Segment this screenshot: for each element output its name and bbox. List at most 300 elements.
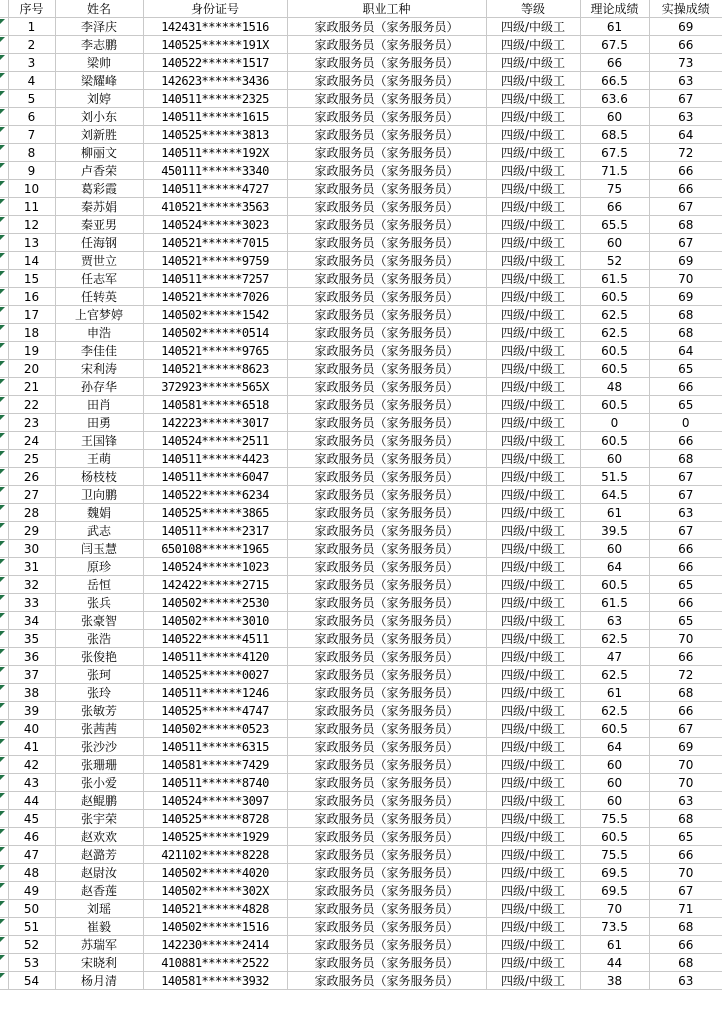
cell-seq[interactable]: 19: [8, 342, 55, 360]
indicator-cell[interactable]: [0, 720, 8, 738]
cell-name[interactable]: 葛彩霞: [55, 180, 143, 198]
cell-level[interactable]: 四级/中级工: [486, 18, 580, 36]
cell-id-number[interactable]: 140521******8623: [143, 360, 287, 378]
cell-level[interactable]: 四级/中级工: [486, 702, 580, 720]
cell-id-number[interactable]: 140511******1615: [143, 108, 287, 126]
cell-seq[interactable]: 44: [8, 792, 55, 810]
indicator-cell[interactable]: [0, 684, 8, 702]
cell-name[interactable]: 任海钢: [55, 234, 143, 252]
cell-name[interactable]: 张俊艳: [55, 648, 143, 666]
cell-seq[interactable]: 43: [8, 774, 55, 792]
cell-occupation[interactable]: 家政服务员（家务服务员）: [287, 972, 486, 990]
cell-level[interactable]: 四级/中级工: [486, 288, 580, 306]
cell-practical-score[interactable]: 69: [649, 252, 722, 270]
cell-theory-score[interactable]: 75.5: [580, 846, 649, 864]
cell-theory-score[interactable]: 60.5: [580, 720, 649, 738]
cell-occupation[interactable]: 家政服务员（家务服务员）: [287, 594, 486, 612]
cell-practical-score[interactable]: 65: [649, 828, 722, 846]
indicator-cell[interactable]: [0, 630, 8, 648]
cell-theory-score[interactable]: 60.5: [580, 828, 649, 846]
indicator-cell[interactable]: [0, 162, 8, 180]
cell-practical-score[interactable]: 63: [649, 108, 722, 126]
cell-seq[interactable]: 26: [8, 468, 55, 486]
cell-theory-score[interactable]: 66.5: [580, 72, 649, 90]
cell-id-number[interactable]: 140521******7026: [143, 288, 287, 306]
cell-theory-score[interactable]: 61: [580, 504, 649, 522]
cell-name[interactable]: 梁帅: [55, 54, 143, 72]
cell-seq[interactable]: 24: [8, 432, 55, 450]
cell-practical-score[interactable]: 66: [649, 936, 722, 954]
cell-occupation[interactable]: 家政服务员（家务服务员）: [287, 522, 486, 540]
cell-name[interactable]: 张珊珊: [55, 756, 143, 774]
cell-level[interactable]: 四级/中级工: [486, 666, 580, 684]
cell-seq[interactable]: 40: [8, 720, 55, 738]
cell-occupation[interactable]: 家政服务员（家务服务员）: [287, 828, 486, 846]
cell-practical-score[interactable]: 67: [649, 234, 722, 252]
cell-seq[interactable]: 16: [8, 288, 55, 306]
cell-seq[interactable]: 4: [8, 72, 55, 90]
cell-occupation[interactable]: 家政服务员（家务服务员）: [287, 450, 486, 468]
cell-occupation[interactable]: 家政服务员（家务服务员）: [287, 756, 486, 774]
cell-level[interactable]: 四级/中级工: [486, 72, 580, 90]
cell-name[interactable]: 秦亚男: [55, 216, 143, 234]
cell-level[interactable]: 四级/中级工: [486, 936, 580, 954]
cell-occupation[interactable]: 家政服务员（家务服务员）: [287, 792, 486, 810]
cell-seq[interactable]: 32: [8, 576, 55, 594]
cell-occupation[interactable]: 家政服务员（家务服务员）: [287, 234, 486, 252]
cell-practical-score[interactable]: 70: [649, 774, 722, 792]
cell-name[interactable]: 杨月清: [55, 972, 143, 990]
indicator-cell[interactable]: [0, 180, 8, 198]
cell-occupation[interactable]: 家政服务员（家务服务员）: [287, 918, 486, 936]
cell-id-number[interactable]: 142422******2715: [143, 576, 287, 594]
cell-occupation[interactable]: 家政服务员（家务服务员）: [287, 198, 486, 216]
cell-practical-score[interactable]: 66: [649, 162, 722, 180]
cell-name[interactable]: 任转英: [55, 288, 143, 306]
cell-id-number[interactable]: 410881******2522: [143, 954, 287, 972]
cell-seq[interactable]: 21: [8, 378, 55, 396]
cell-occupation[interactable]: 家政服务员（家务服务员）: [287, 936, 486, 954]
cell-level[interactable]: 四级/中级工: [486, 648, 580, 666]
indicator-cell[interactable]: [0, 90, 8, 108]
cell-practical-score[interactable]: 68: [649, 684, 722, 702]
cell-occupation[interactable]: 家政服务员（家务服务员）: [287, 18, 486, 36]
cell-id-number[interactable]: 140511******4727: [143, 180, 287, 198]
cell-practical-score[interactable]: 68: [649, 306, 722, 324]
cell-theory-score[interactable]: 66: [580, 54, 649, 72]
cell-occupation[interactable]: 家政服务员（家务服务员）: [287, 954, 486, 972]
header-theory-score[interactable]: 理论成绩: [580, 0, 649, 18]
cell-theory-score[interactable]: 64: [580, 738, 649, 756]
cell-theory-score[interactable]: 63.6: [580, 90, 649, 108]
cell-theory-score[interactable]: 0: [580, 414, 649, 432]
cell-name[interactable]: 李泽庆: [55, 18, 143, 36]
cell-practical-score[interactable]: 69: [649, 18, 722, 36]
cell-level[interactable]: 四级/中级工: [486, 594, 580, 612]
cell-theory-score[interactable]: 61.5: [580, 594, 649, 612]
cell-seq[interactable]: 7: [8, 126, 55, 144]
cell-level[interactable]: 四级/中级工: [486, 360, 580, 378]
cell-occupation[interactable]: 家政服务员（家务服务员）: [287, 432, 486, 450]
cell-id-number[interactable]: 140524******2511: [143, 432, 287, 450]
cell-occupation[interactable]: 家政服务员（家务服务员）: [287, 684, 486, 702]
indicator-cell[interactable]: [0, 738, 8, 756]
cell-seq[interactable]: 51: [8, 918, 55, 936]
cell-occupation[interactable]: 家政服务员（家务服务员）: [287, 774, 486, 792]
cell-theory-score[interactable]: 63: [580, 612, 649, 630]
cell-id-number[interactable]: 142623******3436: [143, 72, 287, 90]
cell-seq[interactable]: 22: [8, 396, 55, 414]
cell-level[interactable]: 四级/中级工: [486, 234, 580, 252]
cell-occupation[interactable]: 家政服务员（家务服务员）: [287, 648, 486, 666]
cell-practical-score[interactable]: 67: [649, 486, 722, 504]
indicator-cell[interactable]: [0, 792, 8, 810]
cell-level[interactable]: 四级/中级工: [486, 792, 580, 810]
cell-theory-score[interactable]: 64.5: [580, 486, 649, 504]
cell-id-number[interactable]: 142223******3017: [143, 414, 287, 432]
cell-name[interactable]: 刘婷: [55, 90, 143, 108]
cell-level[interactable]: 四级/中级工: [486, 216, 580, 234]
cell-occupation[interactable]: 家政服务员（家务服务员）: [287, 162, 486, 180]
cell-level[interactable]: 四级/中级工: [486, 162, 580, 180]
cell-practical-score[interactable]: 67: [649, 198, 722, 216]
cell-theory-score[interactable]: 60.5: [580, 576, 649, 594]
header-seq[interactable]: 序号: [8, 0, 55, 18]
cell-name[interactable]: 张兵: [55, 594, 143, 612]
cell-id-number[interactable]: 140521******7015: [143, 234, 287, 252]
cell-practical-score[interactable]: 67: [649, 468, 722, 486]
indicator-cell[interactable]: [0, 486, 8, 504]
cell-level[interactable]: 四级/中级工: [486, 378, 580, 396]
cell-occupation[interactable]: 家政服务员（家务服务员）: [287, 396, 486, 414]
cell-seq[interactable]: 3: [8, 54, 55, 72]
indicator-cell[interactable]: [0, 126, 8, 144]
cell-level[interactable]: 四级/中级工: [486, 306, 580, 324]
cell-theory-score[interactable]: 60: [580, 450, 649, 468]
cell-name[interactable]: 张豪智: [55, 612, 143, 630]
cell-name[interactable]: 张茜茜: [55, 720, 143, 738]
header-practical-score[interactable]: 实操成绩: [649, 0, 722, 18]
cell-theory-score[interactable]: 62.5: [580, 630, 649, 648]
indicator-cell[interactable]: [0, 594, 8, 612]
cell-level[interactable]: 四级/中级工: [486, 810, 580, 828]
cell-occupation[interactable]: 家政服务员（家务服务员）: [287, 54, 486, 72]
cell-id-number[interactable]: 140502******302X: [143, 882, 287, 900]
cell-occupation[interactable]: 家政服务员（家务服务员）: [287, 126, 486, 144]
cell-theory-score[interactable]: 66: [580, 198, 649, 216]
cell-occupation[interactable]: 家政服务员（家务服务员）: [287, 864, 486, 882]
cell-practical-score[interactable]: 63: [649, 504, 722, 522]
cell-theory-score[interactable]: 60: [580, 792, 649, 810]
cell-id-number[interactable]: 140581******6518: [143, 396, 287, 414]
cell-practical-score[interactable]: 66: [649, 540, 722, 558]
header-id-number[interactable]: 身份证号: [143, 0, 287, 18]
cell-level[interactable]: 四级/中级工: [486, 432, 580, 450]
indicator-cell[interactable]: [0, 342, 8, 360]
cell-seq[interactable]: 15: [8, 270, 55, 288]
cell-occupation[interactable]: 家政服务员（家务服务员）: [287, 288, 486, 306]
cell-level[interactable]: 四级/中级工: [486, 882, 580, 900]
cell-id-number[interactable]: 140511******2325: [143, 90, 287, 108]
cell-seq[interactable]: 37: [8, 666, 55, 684]
cell-practical-score[interactable]: 66: [649, 594, 722, 612]
cell-id-number[interactable]: 140524******3097: [143, 792, 287, 810]
cell-name[interactable]: 申浩: [55, 324, 143, 342]
cell-level[interactable]: 四级/中级工: [486, 954, 580, 972]
cell-id-number[interactable]: 140522******1517: [143, 54, 287, 72]
cell-practical-score[interactable]: 70: [649, 864, 722, 882]
cell-occupation[interactable]: 家政服务员（家务服务员）: [287, 108, 486, 126]
cell-occupation[interactable]: 家政服务员（家务服务员）: [287, 72, 486, 90]
cell-theory-score[interactable]: 60: [580, 108, 649, 126]
cell-level[interactable]: 四级/中级工: [486, 252, 580, 270]
cell-seq[interactable]: 27: [8, 486, 55, 504]
cell-seq[interactable]: 36: [8, 648, 55, 666]
cell-practical-score[interactable]: 67: [649, 882, 722, 900]
cell-name[interactable]: 刘瑶: [55, 900, 143, 918]
cell-seq[interactable]: 9: [8, 162, 55, 180]
cell-practical-score[interactable]: 66: [649, 648, 722, 666]
cell-id-number[interactable]: 140511******1246: [143, 684, 287, 702]
cell-name[interactable]: 梁耀峰: [55, 72, 143, 90]
indicator-cell[interactable]: [0, 324, 8, 342]
cell-occupation[interactable]: 家政服务员（家务服务员）: [287, 342, 486, 360]
cell-id-number[interactable]: 140511******6315: [143, 738, 287, 756]
cell-practical-score[interactable]: 63: [649, 792, 722, 810]
cell-practical-score[interactable]: 68: [649, 954, 722, 972]
cell-practical-score[interactable]: 67: [649, 720, 722, 738]
cell-occupation[interactable]: 家政服务员（家务服务员）: [287, 504, 486, 522]
cell-practical-score[interactable]: 66: [649, 432, 722, 450]
cell-seq[interactable]: 23: [8, 414, 55, 432]
cell-occupation[interactable]: 家政服务员（家务服务员）: [287, 360, 486, 378]
cell-theory-score[interactable]: 44: [580, 954, 649, 972]
cell-name[interactable]: 武志: [55, 522, 143, 540]
cell-practical-score[interactable]: 66: [649, 180, 722, 198]
cell-id-number[interactable]: 140502******3010: [143, 612, 287, 630]
cell-seq[interactable]: 31: [8, 558, 55, 576]
cell-level[interactable]: 四级/中级工: [486, 36, 580, 54]
cell-occupation[interactable]: 家政服务员（家务服务员）: [287, 540, 486, 558]
cell-name[interactable]: 张浩: [55, 630, 143, 648]
cell-name[interactable]: 贾世立: [55, 252, 143, 270]
cell-id-number[interactable]: 140511******4423: [143, 450, 287, 468]
cell-theory-score[interactable]: 60: [580, 774, 649, 792]
cell-name[interactable]: 闫玉慧: [55, 540, 143, 558]
indicator-cell[interactable]: [0, 648, 8, 666]
cell-level[interactable]: 四级/中级工: [486, 90, 580, 108]
cell-occupation[interactable]: 家政服务员（家务服务员）: [287, 90, 486, 108]
indicator-cell[interactable]: [0, 828, 8, 846]
cell-level[interactable]: 四级/中级工: [486, 198, 580, 216]
cell-practical-score[interactable]: 67: [649, 90, 722, 108]
indicator-cell[interactable]: [0, 666, 8, 684]
cell-theory-score[interactable]: 60.5: [580, 396, 649, 414]
cell-id-number[interactable]: 450111******3340: [143, 162, 287, 180]
cell-practical-score[interactable]: 65: [649, 576, 722, 594]
cell-occupation[interactable]: 家政服务员（家务服务员）: [287, 900, 486, 918]
header-indicator-cell[interactable]: [0, 0, 8, 18]
indicator-cell[interactable]: [0, 18, 8, 36]
cell-level[interactable]: 四级/中级工: [486, 720, 580, 738]
cell-name[interactable]: 柳丽文: [55, 144, 143, 162]
cell-name[interactable]: 上官梦婷: [55, 306, 143, 324]
cell-id-number[interactable]: 410521******3563: [143, 198, 287, 216]
cell-id-number[interactable]: 421102******8228: [143, 846, 287, 864]
cell-practical-score[interactable]: 66: [649, 558, 722, 576]
indicator-cell[interactable]: [0, 288, 8, 306]
cell-theory-score[interactable]: 60: [580, 540, 649, 558]
cell-theory-score[interactable]: 69.5: [580, 882, 649, 900]
cell-id-number[interactable]: 140511******7257: [143, 270, 287, 288]
cell-seq[interactable]: 12: [8, 216, 55, 234]
cell-seq[interactable]: 13: [8, 234, 55, 252]
cell-seq[interactable]: 34: [8, 612, 55, 630]
cell-seq[interactable]: 42: [8, 756, 55, 774]
cell-id-number[interactable]: 140524******3023: [143, 216, 287, 234]
cell-seq[interactable]: 35: [8, 630, 55, 648]
indicator-cell[interactable]: [0, 144, 8, 162]
cell-id-number[interactable]: 140525******1929: [143, 828, 287, 846]
cell-seq[interactable]: 8: [8, 144, 55, 162]
cell-level[interactable]: 四级/中级工: [486, 684, 580, 702]
cell-practical-score[interactable]: 70: [649, 630, 722, 648]
cell-practical-score[interactable]: 65: [649, 360, 722, 378]
cell-id-number[interactable]: 142431******1516: [143, 18, 287, 36]
cell-theory-score[interactable]: 51.5: [580, 468, 649, 486]
cell-practical-score[interactable]: 63: [649, 72, 722, 90]
indicator-cell[interactable]: [0, 450, 8, 468]
cell-name[interactable]: 张敏芳: [55, 702, 143, 720]
cell-name[interactable]: 赵欢欢: [55, 828, 143, 846]
cell-occupation[interactable]: 家政服务员（家务服务员）: [287, 846, 486, 864]
cell-id-number[interactable]: 140525******0027: [143, 666, 287, 684]
cell-theory-score[interactable]: 70: [580, 900, 649, 918]
indicator-cell[interactable]: [0, 846, 8, 864]
indicator-cell[interactable]: [0, 900, 8, 918]
cell-theory-score[interactable]: 62.5: [580, 306, 649, 324]
cell-name[interactable]: 张珂: [55, 666, 143, 684]
cell-id-number[interactable]: 140511******2317: [143, 522, 287, 540]
indicator-cell[interactable]: [0, 252, 8, 270]
cell-id-number[interactable]: 140502******4020: [143, 864, 287, 882]
cell-occupation[interactable]: 家政服务员（家务服务员）: [287, 216, 486, 234]
cell-practical-score[interactable]: 66: [649, 378, 722, 396]
cell-theory-score[interactable]: 67.5: [580, 144, 649, 162]
cell-level[interactable]: 四级/中级工: [486, 54, 580, 72]
cell-practical-score[interactable]: 68: [649, 324, 722, 342]
cell-occupation[interactable]: 家政服务员（家务服务员）: [287, 576, 486, 594]
cell-occupation[interactable]: 家政服务员（家务服务员）: [287, 558, 486, 576]
cell-theory-score[interactable]: 61: [580, 684, 649, 702]
indicator-cell[interactable]: [0, 918, 8, 936]
indicator-cell[interactable]: [0, 774, 8, 792]
cell-seq[interactable]: 33: [8, 594, 55, 612]
cell-practical-score[interactable]: 73: [649, 54, 722, 72]
cell-name[interactable]: 田肖: [55, 396, 143, 414]
cell-occupation[interactable]: 家政服务员（家务服务员）: [287, 720, 486, 738]
cell-seq[interactable]: 46: [8, 828, 55, 846]
cell-practical-score[interactable]: 66: [649, 702, 722, 720]
cell-theory-score[interactable]: 60.5: [580, 342, 649, 360]
cell-id-number[interactable]: 140521******9759: [143, 252, 287, 270]
cell-occupation[interactable]: 家政服务员（家务服务员）: [287, 270, 486, 288]
cell-theory-score[interactable]: 39.5: [580, 522, 649, 540]
cell-id-number[interactable]: 140521******4828: [143, 900, 287, 918]
cell-practical-score[interactable]: 69: [649, 288, 722, 306]
cell-name[interactable]: 杨枝枝: [55, 468, 143, 486]
cell-practical-score[interactable]: 65: [649, 396, 722, 414]
indicator-cell[interactable]: [0, 576, 8, 594]
cell-theory-score[interactable]: 61: [580, 18, 649, 36]
cell-level[interactable]: 四级/中级工: [486, 738, 580, 756]
cell-level[interactable]: 四级/中级工: [486, 126, 580, 144]
cell-name[interactable]: 卢香荣: [55, 162, 143, 180]
indicator-cell[interactable]: [0, 108, 8, 126]
cell-seq[interactable]: 6: [8, 108, 55, 126]
cell-seq[interactable]: 14: [8, 252, 55, 270]
cell-name[interactable]: 赵香莲: [55, 882, 143, 900]
cell-level[interactable]: 四级/中级工: [486, 576, 580, 594]
cell-theory-score[interactable]: 67.5: [580, 36, 649, 54]
cell-occupation[interactable]: 家政服务员（家务服务员）: [287, 810, 486, 828]
cell-theory-score[interactable]: 62.5: [580, 666, 649, 684]
cell-level[interactable]: 四级/中级工: [486, 774, 580, 792]
indicator-cell[interactable]: [0, 306, 8, 324]
indicator-cell[interactable]: [0, 810, 8, 828]
indicator-cell[interactable]: [0, 36, 8, 54]
indicator-cell[interactable]: [0, 198, 8, 216]
cell-seq[interactable]: 39: [8, 702, 55, 720]
cell-level[interactable]: 四级/中级工: [486, 396, 580, 414]
cell-name[interactable]: 田勇: [55, 414, 143, 432]
indicator-cell[interactable]: [0, 882, 8, 900]
cell-name[interactable]: 卫向鹏: [55, 486, 143, 504]
cell-id-number[interactable]: 140511******6047: [143, 468, 287, 486]
cell-practical-score[interactable]: 64: [649, 126, 722, 144]
cell-id-number[interactable]: 142230******2414: [143, 936, 287, 954]
cell-occupation[interactable]: 家政服务员（家务服务员）: [287, 612, 486, 630]
cell-practical-score[interactable]: 63: [649, 972, 722, 990]
cell-occupation[interactable]: 家政服务员（家务服务员）: [287, 666, 486, 684]
cell-id-number[interactable]: 140502******0523: [143, 720, 287, 738]
cell-seq[interactable]: 10: [8, 180, 55, 198]
cell-id-number[interactable]: 372923******565X: [143, 378, 287, 396]
header-occupation[interactable]: 职业工种: [287, 0, 486, 18]
indicator-cell[interactable]: [0, 54, 8, 72]
cell-id-number[interactable]: 140511******4120: [143, 648, 287, 666]
cell-seq[interactable]: 54: [8, 972, 55, 990]
indicator-cell[interactable]: [0, 216, 8, 234]
cell-seq[interactable]: 30: [8, 540, 55, 558]
cell-id-number[interactable]: 140522******4511: [143, 630, 287, 648]
cell-seq[interactable]: 25: [8, 450, 55, 468]
cell-id-number[interactable]: 140581******3932: [143, 972, 287, 990]
cell-theory-score[interactable]: 75.5: [580, 810, 649, 828]
cell-practical-score[interactable]: 65: [649, 612, 722, 630]
cell-id-number[interactable]: 140502******1516: [143, 918, 287, 936]
cell-occupation[interactable]: 家政服务员（家务服务员）: [287, 738, 486, 756]
cell-name[interactable]: 任志军: [55, 270, 143, 288]
cell-seq[interactable]: 45: [8, 810, 55, 828]
cell-name[interactable]: 孙存华: [55, 378, 143, 396]
cell-theory-score[interactable]: 62.5: [580, 324, 649, 342]
cell-level[interactable]: 四级/中级工: [486, 612, 580, 630]
cell-practical-score[interactable]: 70: [649, 270, 722, 288]
cell-practical-score[interactable]: 66: [649, 846, 722, 864]
cell-seq[interactable]: 28: [8, 504, 55, 522]
cell-practical-score[interactable]: 68: [649, 450, 722, 468]
